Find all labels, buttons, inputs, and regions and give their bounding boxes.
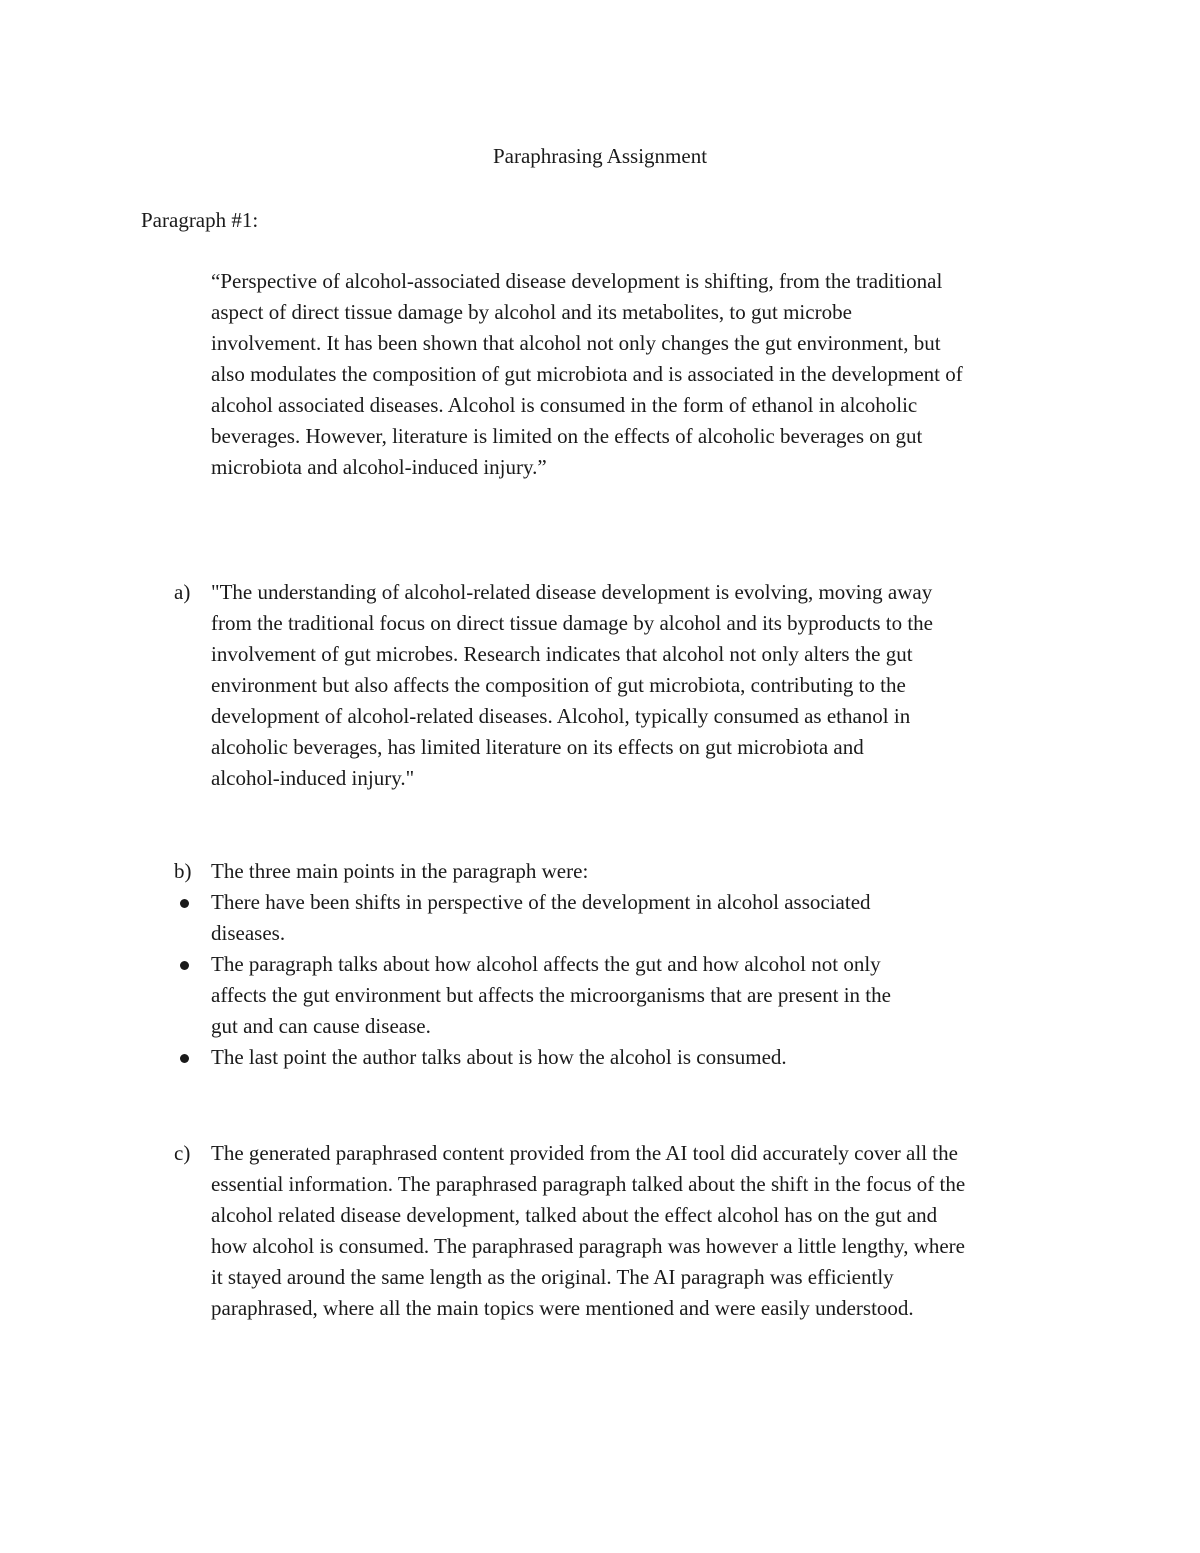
- quote-line: beverages. However, literature is limited on the effects of alcoholic beverages on gut: [211, 424, 923, 448]
- text-line: it stayed around the same length as the original. The AI paragraph was efficiently: [211, 1265, 894, 1289]
- text-line: involvement of gut microbes. Research indicates that alcohol not only alters the gut: [211, 642, 913, 666]
- text-line: essential information. The paraphrased paragraph talked about the shift in the focus of the: [211, 1172, 966, 1196]
- paragraph-heading: Paragraph #1:: [141, 208, 259, 232]
- text-line: alcohol-induced injury.": [211, 766, 415, 790]
- bullet-item: [211, 1042, 1001, 1073]
- quote-line: microbiota and alcohol-induced injury.”: [211, 455, 547, 479]
- bullet-item: [211, 949, 1001, 1042]
- text-line: affects the gut environment but affects the microorganisms that are present in the: [211, 983, 891, 1007]
- text-line: The three main points in the paragraph were:: [211, 859, 589, 883]
- list-marker: a): [174, 580, 191, 604]
- text-line: gut and can cause disease.: [211, 1014, 431, 1038]
- text-line: how alcohol is consumed. The paraphrased paragraph was however a little lengthy, where: [211, 1234, 965, 1258]
- text-line: alcoholic beverages, has limited literature on its effects on gut microbiota and: [211, 735, 864, 759]
- text-line: The last point the author talks about is how the alcohol is consumed.: [211, 1045, 787, 1069]
- bullet-item: [211, 887, 1001, 949]
- text-line: diseases.: [211, 921, 286, 945]
- quote-line: also modulates the composition of gut microbiota and is associated in the development of: [211, 362, 963, 386]
- text-line: development of alcohol-related diseases. Alcohol, typically consumed as ethanol in: [211, 704, 911, 728]
- item-c-text: [211, 1138, 1071, 1324]
- original-quote: [211, 266, 1071, 483]
- document-title: Paraphrasing Assignment: [492, 144, 708, 168]
- bullet-icon: [180, 1054, 189, 1063]
- list-marker: c): [174, 1141, 191, 1165]
- text-line: The paragraph talks about how alcohol affects the gut and how alcohol not only: [211, 952, 881, 976]
- list-marker: b): [174, 859, 192, 883]
- item-b-intro: [211, 856, 1071, 887]
- text-line: environment but also affects the composition of gut microbiota, contributing to the: [211, 673, 906, 697]
- quote-line: aspect of direct tissue damage by alcohol and its metabolites, to gut microbe: [211, 300, 852, 324]
- text-line: There have been shifts in perspective of the development in alcohol associated: [211, 890, 871, 914]
- bullet-icon: [180, 961, 189, 970]
- text-line: from the traditional focus on direct tissue damage by alcohol and its byproducts to the: [211, 611, 933, 635]
- text-line: paraphrased, where all the main topics were mentioned and were easily understood.: [211, 1296, 914, 1320]
- bullet-icon: [180, 899, 189, 908]
- text-line: alcohol related disease development, talked about the effect alcohol has on the gut and: [211, 1203, 938, 1227]
- quote-line: alcohol associated diseases. Alcohol is consumed in the form of ethanol in alcoholic: [211, 393, 918, 417]
- main-points-list: [211, 887, 1001, 1073]
- text-line: The generated paraphrased content provided from the AI tool did accurately cover all the: [211, 1141, 958, 1165]
- quote-line: “Perspective of alcohol-associated disease development is shifting, from the traditional: [211, 269, 943, 293]
- text-line: "The understanding of alcohol-related disease development is evolving, moving away: [211, 580, 933, 604]
- item-a-text: [211, 577, 1071, 794]
- quote-line: involvement. It has been shown that alcohol not only changes the gut environment, but: [211, 331, 941, 355]
